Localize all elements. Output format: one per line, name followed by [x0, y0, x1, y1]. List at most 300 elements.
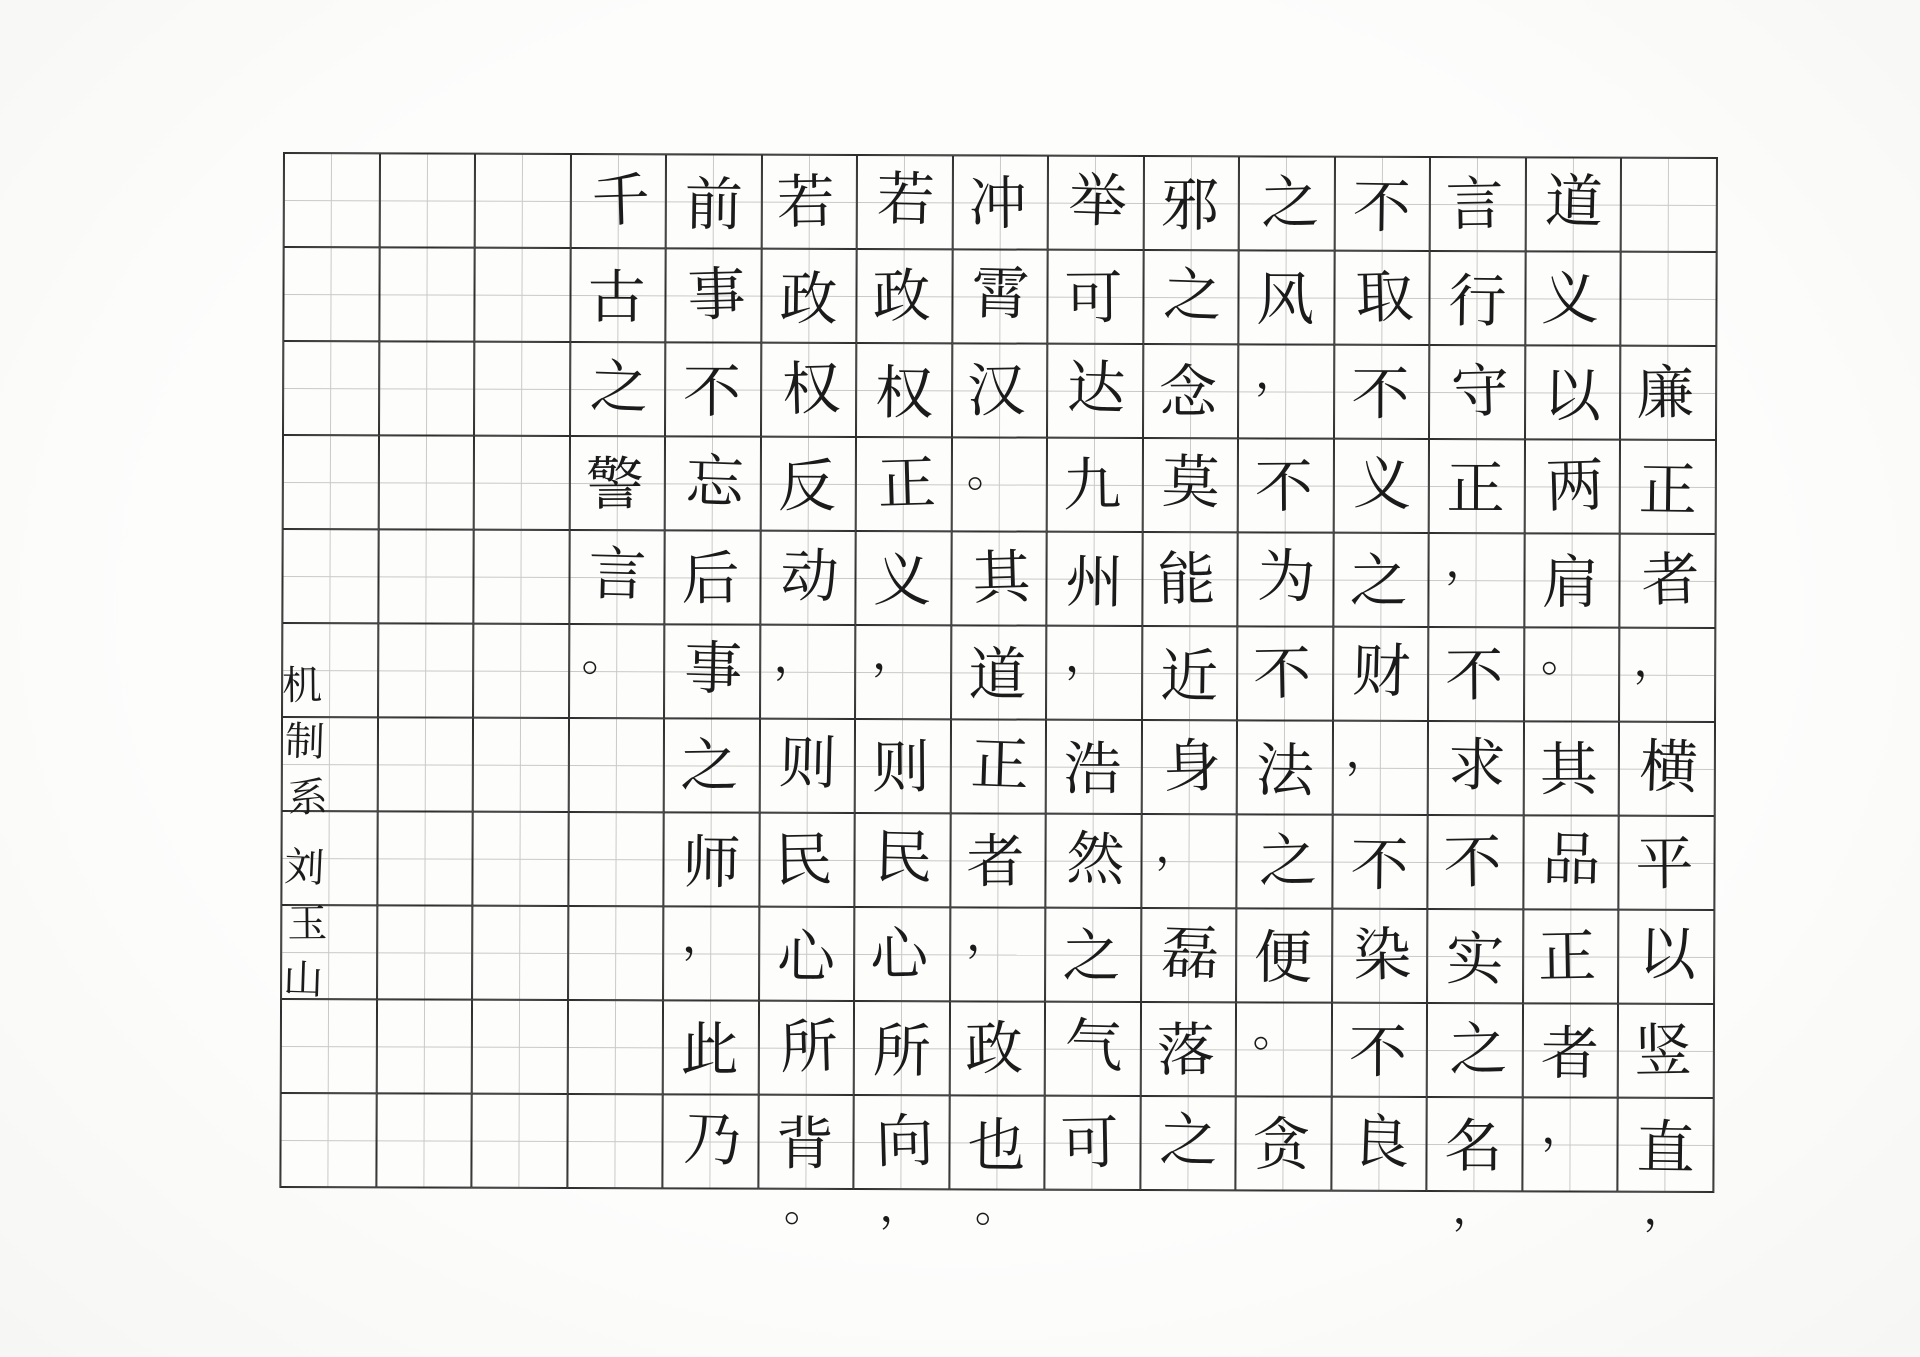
grid-cell	[569, 530, 665, 624]
grid-cell	[1140, 1002, 1236, 1096]
grid-cell	[663, 906, 759, 1000]
grid-cell	[1046, 720, 1142, 814]
handwritten-character: 言	[587, 539, 648, 609]
grid-cell	[1332, 721, 1428, 815]
handwritten-character: 不	[1348, 1017, 1408, 1086]
handwritten-punctuation: 。	[580, 626, 628, 682]
grid-cell	[1142, 626, 1238, 720]
handwritten-character: 平	[1635, 829, 1694, 899]
grid-cell	[280, 1093, 376, 1187]
handwritten-character: 之	[679, 730, 739, 800]
handwritten-character: 其	[1539, 735, 1599, 804]
grid-cell	[1429, 345, 1525, 439]
text-column-10	[758, 155, 857, 1232]
grid-cell	[1618, 1004, 1714, 1098]
handwritten-character: 可	[1059, 1108, 1119, 1178]
grid-cell	[569, 436, 665, 530]
handwritten-character: 乃	[682, 1104, 743, 1175]
grid-cell	[1621, 158, 1717, 252]
handwritten-character: 染	[1352, 920, 1413, 990]
grid-cell	[379, 153, 475, 247]
grid-cell	[855, 531, 951, 625]
grid-cell	[377, 905, 473, 999]
grid-cell	[1429, 251, 1525, 345]
text-column-8	[949, 155, 1048, 1233]
grid-cell	[568, 812, 664, 906]
grid-cell	[376, 1093, 472, 1187]
grid-cell	[951, 437, 1047, 531]
overflow-punctuation: ，	[1452, 1183, 1497, 1235]
handwritten-character: 法	[1255, 736, 1315, 805]
grid-cell	[570, 342, 666, 436]
grid-cell	[378, 623, 474, 717]
grid-cell	[1143, 344, 1239, 438]
handwritten-character: 求	[1446, 730, 1507, 800]
grid-cell	[665, 342, 761, 436]
grid-cell	[1426, 1097, 1522, 1191]
grid-cell	[664, 718, 760, 812]
handwritten-character: 冲	[968, 169, 1028, 238]
grid-cell	[1141, 814, 1237, 908]
grid-cell	[1522, 1003, 1618, 1097]
grid-cell	[855, 625, 951, 719]
handwritten-character: 不	[1352, 172, 1412, 242]
handwritten-character: 举	[1067, 165, 1128, 236]
grid-cell	[1525, 251, 1621, 345]
grid-cell	[663, 1000, 759, 1094]
handwritten-character: 邪	[1160, 171, 1220, 240]
handwritten-character: 良	[1350, 1106, 1411, 1177]
grid-cell	[475, 154, 571, 248]
handwritten-character: 义	[1352, 448, 1414, 519]
text-column-4	[1331, 157, 1430, 1191]
text-column-7	[1044, 156, 1143, 1190]
handwritten-character: 道	[1544, 166, 1604, 237]
manuscript-grid	[279, 152, 1717, 1235]
grid-cell	[1331, 1003, 1427, 1097]
grid-cell	[282, 529, 378, 623]
handwritten-character: 者	[1540, 1019, 1600, 1088]
grid-cell	[284, 153, 380, 247]
grid-cell	[1238, 438, 1334, 532]
handwritten-character: 政	[779, 264, 839, 334]
handwritten-character: 民	[873, 822, 934, 892]
handwritten-character: 事	[683, 633, 743, 704]
handwritten-character: 古	[587, 263, 646, 332]
handwritten-character: 身	[1162, 731, 1223, 801]
grid-cell	[378, 529, 474, 623]
grid-cell	[949, 1095, 1045, 1189]
handwritten-character: 州	[1064, 547, 1124, 617]
text-column-11	[662, 154, 761, 1188]
handwritten-punctuation: 。	[966, 443, 1013, 498]
grid-cell	[855, 719, 951, 813]
grid-cell	[379, 341, 475, 435]
grid-cell	[1620, 252, 1716, 346]
grid-cell	[761, 343, 857, 437]
handwritten-character: 向	[874, 1106, 935, 1176]
handwritten-character: 之	[589, 352, 650, 423]
handwritten-character: 然	[1065, 823, 1126, 894]
grid-cell	[1047, 438, 1143, 532]
grid-cell	[1523, 815, 1619, 909]
grid-cell	[473, 530, 569, 624]
text-column-5	[1235, 156, 1334, 1190]
handwritten-character: 正	[876, 448, 937, 518]
grid-cell	[759, 813, 855, 907]
handwritten-character: 实	[1445, 924, 1505, 994]
handwritten-character: 背	[775, 1109, 834, 1178]
handwritten-character: 者	[966, 827, 1026, 896]
grid-cell	[1239, 156, 1335, 250]
signature-name-character: 玉	[287, 900, 328, 948]
grid-cell	[854, 1001, 950, 1095]
grid-cell	[1619, 722, 1715, 816]
grid-cell	[761, 249, 857, 343]
handwritten-character: 为	[1256, 541, 1317, 612]
handwritten-character: 者	[1640, 545, 1701, 615]
handwritten-character: 也	[967, 1111, 1027, 1180]
grid-cell	[1142, 532, 1238, 626]
grid-cell	[1620, 440, 1716, 534]
handwritten-character: 横	[1638, 731, 1699, 802]
grid-cell	[854, 813, 950, 907]
grid-cell	[1236, 1002, 1332, 1096]
grid-cell	[1237, 720, 1333, 814]
grid-cell	[472, 1000, 568, 1094]
handwritten-character: 权	[781, 354, 842, 424]
grid-cell	[952, 343, 1048, 437]
grid-cell	[1427, 815, 1523, 909]
handwritten-character: 正	[1537, 921, 1598, 991]
handwritten-character: 权	[874, 358, 934, 428]
handwritten-character: 道	[968, 640, 1027, 709]
handwritten-character: 达	[1066, 353, 1126, 423]
grid-cell	[1430, 157, 1526, 251]
grid-cell	[1619, 534, 1715, 628]
grid-cell	[569, 624, 665, 718]
handwritten-punctuation: ，	[871, 625, 920, 681]
handwritten-character: 警	[585, 449, 645, 519]
handwritten-character: 之	[1259, 167, 1320, 238]
grid-cell	[1523, 909, 1619, 1003]
signature-name-character: 山	[282, 956, 324, 1004]
grid-cell	[664, 624, 760, 718]
overflow-punctuation: ，	[879, 1181, 924, 1233]
handwritten-character: 心	[776, 922, 836, 992]
grid-cell	[665, 436, 761, 530]
handwritten-character: 若	[875, 164, 936, 234]
handwritten-character: 忘	[684, 446, 745, 517]
grid-cell	[1048, 156, 1144, 250]
grid-cell	[1045, 1002, 1141, 1096]
handwritten-character: 千	[591, 165, 652, 235]
grid-cell	[950, 719, 1046, 813]
grid-cell	[1047, 344, 1143, 438]
grid-cell	[1236, 814, 1332, 908]
handwritten-character: 两	[1545, 450, 1606, 521]
grid-cell	[759, 907, 855, 1001]
grid-cell	[856, 343, 952, 437]
handwritten-character: 廉	[1635, 358, 1695, 428]
grid-cell	[759, 719, 855, 813]
text-column-6	[1140, 156, 1239, 1190]
handwritten-character: 不	[1442, 827, 1502, 897]
grid-cell	[1045, 908, 1141, 1002]
handwritten-character: 霄	[970, 258, 1031, 329]
handwritten-character: 落	[1156, 1015, 1216, 1085]
grid-cell	[283, 341, 379, 435]
grid-cell	[760, 625, 856, 719]
handwritten-character: 反	[777, 451, 837, 520]
handwritten-character: 师	[681, 828, 741, 897]
grid-cell	[760, 437, 856, 531]
grid-cell	[1143, 156, 1239, 250]
handwritten-character: 后	[681, 544, 740, 613]
text-column-14	[376, 153, 475, 1187]
handwritten-punctuation: ，	[772, 628, 819, 683]
handwritten-character: 之	[1162, 260, 1223, 331]
handwritten-punctuation: 。	[1252, 1002, 1300, 1059]
grid-cell	[1142, 438, 1238, 532]
grid-cell	[283, 435, 379, 529]
handwritten-character: 能	[1157, 544, 1217, 614]
handwritten-character: 以	[1542, 361, 1602, 430]
grid-cell	[567, 1094, 663, 1188]
grid-cell	[664, 530, 760, 624]
grid-cell	[666, 154, 762, 248]
handwritten-character: 肩	[1541, 548, 1600, 617]
handwritten-character: 事	[686, 259, 747, 330]
grid-cell	[761, 155, 857, 249]
signature-name-character: 刘	[283, 844, 326, 892]
grid-cell	[1524, 439, 1620, 533]
grid-cell	[473, 718, 569, 812]
grid-cell	[379, 247, 475, 341]
grid-cell	[471, 1094, 567, 1188]
grid-cell	[1140, 1096, 1236, 1190]
grid-cell	[952, 249, 1048, 343]
grid-cell	[1333, 439, 1429, 533]
handwritten-character: 之	[1447, 1014, 1508, 1084]
grid-cell	[570, 248, 666, 342]
grid-cell	[567, 1000, 663, 1094]
grid-cell	[1238, 250, 1334, 344]
text-column-2	[1522, 157, 1621, 1191]
handwritten-character: 浩	[1063, 734, 1122, 803]
grid-cell	[1428, 533, 1524, 627]
handwritten-character: 竖	[1633, 1016, 1693, 1086]
handwritten-character: 之	[1061, 921, 1121, 991]
overflow-punctuation: 。	[783, 1180, 828, 1232]
handwritten-character: 行	[1447, 266, 1507, 336]
handwritten-character: 政	[871, 261, 931, 331]
grid-cell	[1334, 157, 1430, 251]
overflow-punctuation: ，	[1643, 1183, 1688, 1235]
grid-cell	[1141, 720, 1237, 814]
handwritten-punctuation: ，	[1154, 819, 1202, 874]
grid-cell	[758, 1001, 854, 1095]
text-column-13	[471, 154, 570, 1188]
handwritten-character: 便	[1253, 923, 1313, 992]
grid-cell	[1427, 909, 1523, 1003]
grid-cell	[281, 999, 377, 1093]
handwritten-character: 心	[869, 919, 929, 989]
handwritten-character: 不	[1444, 640, 1504, 710]
grid-cell	[854, 907, 950, 1001]
handwritten-character: 直	[1635, 1113, 1695, 1183]
handwritten-character: 之	[1257, 825, 1318, 896]
handwritten-character: 之	[1349, 546, 1408, 616]
handwritten-character: 则	[778, 728, 838, 798]
grid-cell	[1620, 346, 1716, 440]
grid-cell	[949, 1001, 1045, 1095]
grid-cell	[663, 812, 759, 906]
text-column-9	[853, 155, 952, 1233]
grid-cell	[758, 1095, 854, 1189]
grid-cell	[1237, 626, 1333, 720]
grid-cell	[1525, 345, 1621, 439]
handwritten-character: 所	[779, 1012, 840, 1082]
grid-cell	[474, 248, 570, 342]
handwritten-character: 正	[1638, 455, 1698, 525]
grid-cell	[1237, 532, 1333, 626]
handwritten-character: 此	[680, 1015, 739, 1084]
grid-cell	[376, 999, 472, 1093]
grid-cell	[1331, 1097, 1427, 1191]
grid-cell	[1046, 532, 1142, 626]
grid-cell	[1235, 1096, 1331, 1190]
handwritten-character: 不	[1254, 452, 1313, 521]
grid-cell	[1236, 908, 1332, 1002]
handwritten-character: 义	[1540, 263, 1600, 333]
grid-cell	[568, 906, 664, 1000]
handwritten-character: 近	[1159, 641, 1219, 711]
handwritten-character: 取	[1354, 262, 1415, 332]
text-column-3	[1426, 157, 1525, 1235]
grid-cell	[472, 812, 568, 906]
grid-cell	[1045, 814, 1141, 908]
grid-cell	[1143, 250, 1239, 344]
handwritten-character: 名	[1444, 1112, 1503, 1181]
grid-cell	[1334, 345, 1430, 439]
handwritten-character: 不	[1351, 359, 1410, 428]
grid-cell	[1046, 626, 1142, 720]
grid-cell	[1617, 1098, 1713, 1192]
text-column-15	[280, 153, 379, 1187]
grid-cell	[856, 437, 952, 531]
grid-cell	[1523, 721, 1619, 815]
grid-cell	[1141, 908, 1237, 1002]
grid-cell	[857, 155, 953, 249]
handwritten-character: 风	[1256, 265, 1315, 334]
handwritten-character: 不	[682, 357, 742, 426]
grid-cell	[950, 813, 1046, 907]
grid-cell	[1524, 627, 1620, 721]
handwritten-character: 动	[779, 540, 840, 611]
handwritten-character: 其	[971, 542, 1032, 613]
grid-cell	[473, 624, 569, 718]
handwritten-character: 正	[969, 729, 1031, 800]
grid-cell	[856, 249, 952, 343]
grid-cell	[853, 1095, 949, 1189]
grid-cell	[1332, 909, 1428, 1003]
handwritten-punctuation: ，	[1254, 344, 1303, 401]
grid-cell	[570, 154, 666, 248]
handwritten-character: 九	[1061, 450, 1122, 520]
grid-cell	[474, 436, 570, 530]
grid-cell	[1044, 1096, 1140, 1190]
signature-unit-character: 系	[287, 774, 329, 822]
grid-cell	[951, 625, 1047, 719]
grid-cell	[474, 342, 570, 436]
handwritten-character: 不	[1350, 830, 1410, 900]
grid-cell	[952, 155, 1048, 249]
handwritten-character: 政	[964, 1013, 1024, 1083]
handwritten-character: 财	[1351, 636, 1412, 706]
handwritten-punctuation: ，	[1343, 723, 1391, 779]
handwritten-punctuation: ，	[680, 907, 729, 964]
grid-cell	[1333, 627, 1429, 721]
handwritten-character: 前	[684, 170, 744, 239]
handwritten-character: 则	[871, 732, 930, 802]
grid-cell	[283, 247, 379, 341]
handwritten-character: 汉	[966, 355, 1027, 425]
grid-cell	[1333, 533, 1429, 627]
grid-cell	[1522, 1097, 1618, 1191]
handwritten-character: 正	[1446, 454, 1505, 523]
handwritten-punctuation: ，	[1063, 627, 1111, 683]
grid-cell	[1524, 533, 1620, 627]
handwritten-punctuation: ，	[965, 906, 1013, 963]
handwritten-character: 义	[873, 546, 932, 615]
grid-cell	[665, 248, 761, 342]
grid-cell	[1238, 344, 1334, 438]
handwritten-character: 以	[1637, 919, 1697, 989]
handwritten-character: 守	[1449, 356, 1510, 426]
signature-unit-character: 机	[281, 662, 323, 710]
grid-cell	[662, 1094, 758, 1188]
handwritten-character: 若	[776, 167, 836, 237]
handwritten-punctuation: ，	[1539, 1098, 1587, 1155]
grid-cell	[377, 717, 473, 811]
text-column-1	[1617, 158, 1716, 1235]
handwritten-character: 磊	[1160, 918, 1221, 989]
grid-cell	[377, 811, 473, 905]
grid-cell	[472, 906, 568, 1000]
handwritten-punctuation: ，	[1444, 533, 1493, 589]
grid-cell	[1427, 1003, 1523, 1097]
handwritten-character: 所	[872, 1016, 932, 1086]
grid-cell	[760, 531, 856, 625]
handwritten-character: 气	[1063, 1011, 1124, 1081]
handwritten-punctuation: 。	[1539, 627, 1588, 684]
grid-cell	[1525, 157, 1621, 251]
grid-cell	[1047, 250, 1143, 344]
grid-cell	[1618, 910, 1714, 1004]
handwritten-character: 莫	[1161, 447, 1221, 517]
grid-cell	[1334, 251, 1430, 345]
grid-cell	[1618, 816, 1714, 910]
grid-cell	[950, 907, 1046, 1001]
overflow-punctuation: 。	[974, 1181, 1019, 1233]
text-column-12	[567, 154, 666, 1188]
grid-cell	[1619, 628, 1715, 722]
handwritten-character: 民	[774, 825, 834, 895]
handwritten-character: 贪	[1252, 1110, 1311, 1179]
handwritten-character: 念	[1159, 357, 1218, 427]
grid-cell	[1428, 627, 1524, 721]
